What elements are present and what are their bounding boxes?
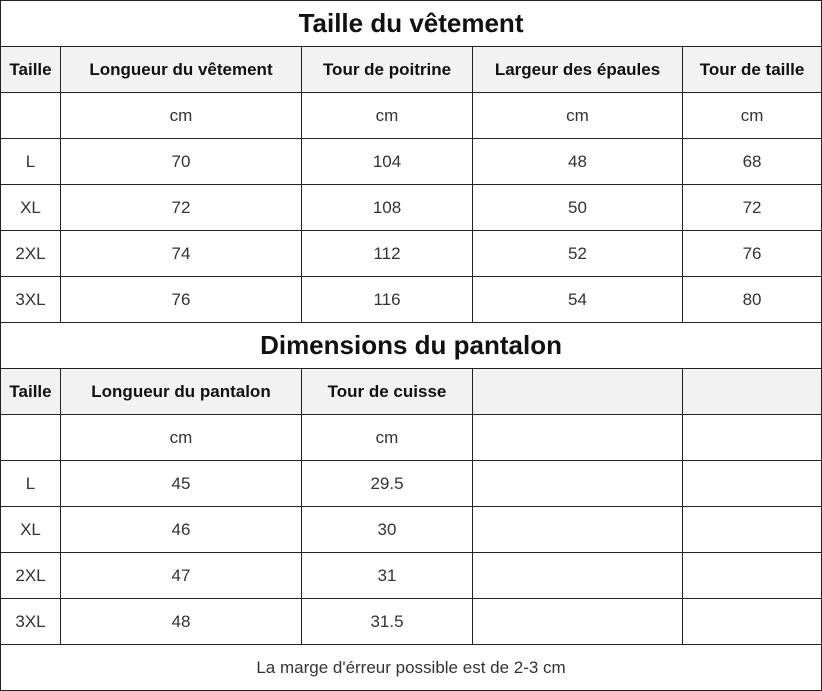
header-waist: Tour de taille (683, 47, 822, 93)
table-row (1, 231, 822, 277)
table-cell: 30 (302, 507, 473, 553)
units-row (1, 93, 822, 139)
table-cell (683, 507, 822, 553)
unit-cell: cm (473, 93, 683, 139)
table-cell: 112 (302, 231, 473, 277)
table-cell: 31 (302, 553, 473, 599)
table-cell: 50 (473, 185, 683, 231)
pants-size-title: Dimensions du pantalon (1, 323, 822, 369)
header-garment-length: Longueur du vêtement (61, 47, 302, 93)
table-row (1, 461, 822, 507)
table-cell (683, 461, 822, 507)
table-cell (473, 553, 683, 599)
unit-cell: cm (302, 415, 473, 461)
size-label: XL (1, 185, 61, 231)
unit-cell: cm (61, 415, 302, 461)
size-label: 2XL (1, 553, 61, 599)
table-cell: 72 (61, 185, 302, 231)
garment-size-title: Taille du vêtement (1, 1, 822, 47)
table-row (1, 185, 822, 231)
unit-cell (683, 415, 822, 461)
table-row (1, 277, 822, 323)
size-label: 3XL (1, 277, 61, 323)
table-cell: 76 (683, 231, 822, 277)
error-margin-note: La marge d'érreur possible est de 2-3 cm (1, 645, 822, 691)
unit-cell (473, 415, 683, 461)
unit-cell (1, 93, 61, 139)
table-cell: 74 (61, 231, 302, 277)
size-label: L (1, 139, 61, 185)
unit-cell: cm (683, 93, 822, 139)
table-cell: 52 (473, 231, 683, 277)
header-shoulder-width: Largeur des épaules (473, 47, 683, 93)
size-label: 3XL (1, 599, 61, 645)
units-row (1, 415, 822, 461)
header-thigh: Tour de cuisse (302, 369, 473, 415)
table-cell: 116 (302, 277, 473, 323)
table-cell: 54 (473, 277, 683, 323)
header-size: Taille (1, 369, 61, 415)
table-cell: 48 (61, 599, 302, 645)
table-cell (473, 461, 683, 507)
table-cell (683, 553, 822, 599)
header-chest: Tour de poitrine (302, 47, 473, 93)
size-label: L (1, 461, 61, 507)
table-cell: 104 (302, 139, 473, 185)
unit-cell (1, 415, 61, 461)
table-cell: 48 (473, 139, 683, 185)
unit-cell: cm (302, 93, 473, 139)
table-cell: 80 (683, 277, 822, 323)
table-row (1, 507, 822, 553)
table-cell (683, 599, 822, 645)
header-size: Taille (1, 47, 61, 93)
table-cell: 108 (302, 185, 473, 231)
size-label: 2XL (1, 231, 61, 277)
table-row (1, 599, 822, 645)
header-pants-length: Longueur du pantalon (61, 369, 302, 415)
table-row (1, 139, 822, 185)
table-cell (473, 507, 683, 553)
table-cell: 29.5 (302, 461, 473, 507)
table-cell: 45 (61, 461, 302, 507)
header-empty (683, 369, 822, 415)
table-cell: 31.5 (302, 599, 473, 645)
table-cell: 46 (61, 507, 302, 553)
table-cell: 47 (61, 553, 302, 599)
table-cell: 72 (683, 185, 822, 231)
size-label: XL (1, 507, 61, 553)
table-cell (473, 599, 683, 645)
table-row (1, 553, 822, 599)
unit-cell: cm (61, 93, 302, 139)
header-empty (473, 369, 683, 415)
table-cell: 70 (61, 139, 302, 185)
table-cell: 68 (683, 139, 822, 185)
table-cell: 76 (61, 277, 302, 323)
